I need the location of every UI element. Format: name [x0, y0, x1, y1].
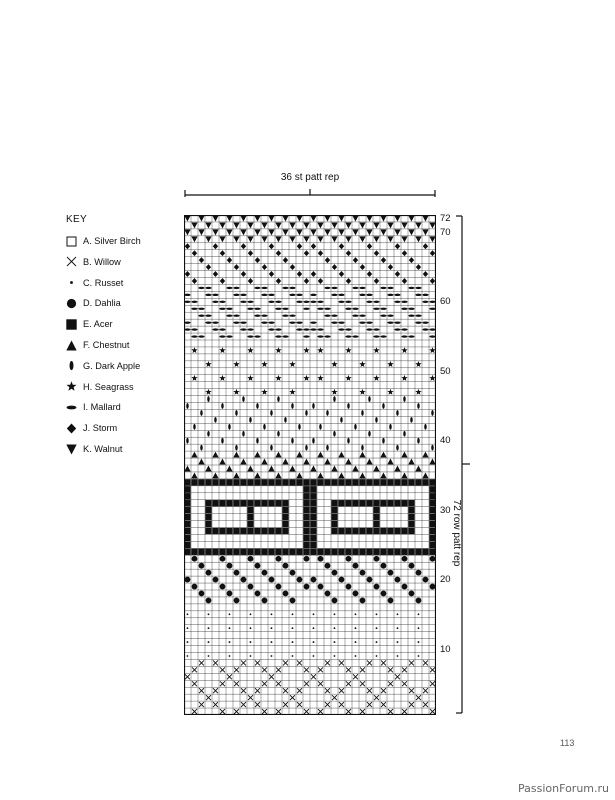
filled-circle-icon: [66, 298, 77, 309]
vertical-oval-icon: [66, 360, 77, 371]
key-item-label: H. Seagrass: [83, 381, 134, 392]
key-item: [66, 359, 140, 373]
square-empty-icon: [66, 236, 77, 247]
small-dot-icon: [66, 277, 77, 288]
page-number: 113: [560, 738, 575, 748]
triangle-down-icon: [66, 444, 77, 455]
key-item: [66, 317, 113, 331]
key-item-label: E. Acer: [83, 319, 113, 330]
key-item-label: D. Dahlia: [83, 298, 121, 309]
key-item-label: C. Russet: [83, 277, 124, 288]
stitch-repeat-bracket: [184, 188, 438, 198]
stitch-repeat-label: 36 st patt rep: [280, 172, 340, 183]
key-item: [66, 296, 121, 310]
colorwork-chart: [184, 215, 436, 720]
key-item: [66, 380, 134, 394]
star-icon: [66, 381, 77, 392]
diamond-icon: [66, 423, 77, 434]
row-number: 70: [440, 226, 451, 238]
cross-icon: [66, 256, 77, 267]
row-number: 10: [440, 643, 451, 655]
row-number: 50: [440, 365, 451, 377]
watermark: PassionForum.ru: [518, 782, 609, 795]
horizontal-oval-icon: [66, 402, 77, 413]
triangle-up-icon: [66, 340, 77, 351]
row-number: 60: [440, 296, 451, 308]
key-item-label: J. Storm: [83, 423, 118, 434]
chart-grid: [184, 215, 436, 715]
key-item: [66, 442, 123, 456]
filled-square-icon: [66, 319, 77, 330]
key-item: [66, 234, 141, 248]
key-item-label: I. Mallard: [83, 402, 121, 413]
key-item-label: G. Dark Apple: [83, 360, 141, 371]
row-repeat-label: 72 row patt rep: [451, 499, 462, 567]
key-item-label: K. Walnut: [83, 444, 123, 454]
row-number: 30: [440, 504, 451, 516]
key-item: [66, 255, 121, 269]
key-item-label: F. Chestnut: [83, 340, 130, 350]
row-number: 40: [440, 435, 451, 447]
key-item-label: A. Silver Birch: [83, 236, 141, 246]
row-number: 72: [440, 213, 451, 224]
key-item: [66, 338, 129, 352]
key-item: [66, 400, 121, 414]
key-item: [66, 276, 123, 290]
row-number: 20: [440, 574, 451, 586]
key-item: [66, 421, 117, 435]
key-item-label: B. Willow: [83, 256, 121, 267]
key-title: KEY: [66, 214, 87, 225]
